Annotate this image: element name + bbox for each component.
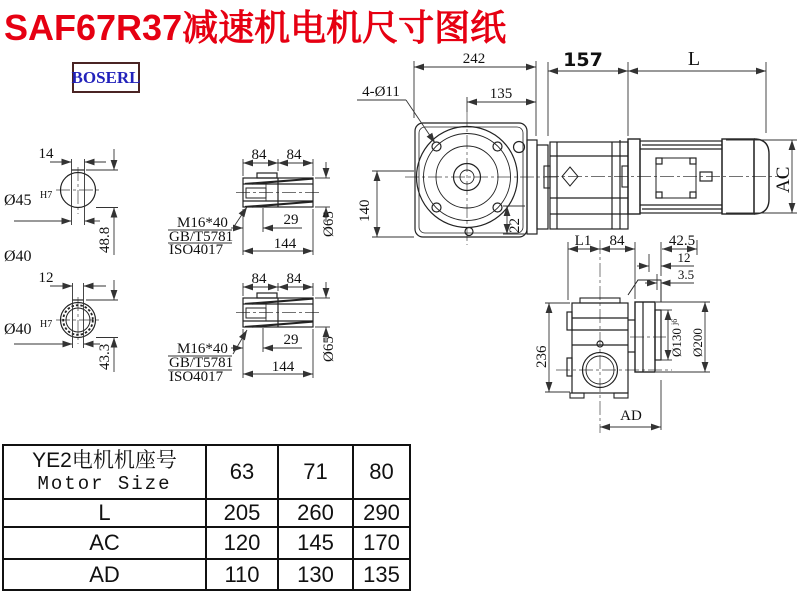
dim-front-half: 135	[489, 86, 513, 102]
bolt-spec: M16*40	[177, 215, 228, 231]
dim-hub-total: 144	[273, 236, 297, 252]
dim-hub-len-a: 84	[251, 271, 267, 287]
table-row-L	[3, 499, 410, 527]
cell: 130	[278, 559, 353, 590]
dim-bore-dia: Ø45	[4, 192, 32, 209]
dim-bore-tol: H7	[40, 190, 53, 201]
dim-hub-dia: Ø65	[321, 336, 337, 362]
cell: 170	[353, 527, 410, 559]
dim-motor-length-L: L	[687, 48, 701, 70]
table-header-label	[3, 445, 206, 499]
bolt-note-2	[168, 330, 247, 385]
shaft-45-section	[4, 146, 118, 265]
dim-hub-len-a2: 84	[286, 271, 302, 287]
bolt-spec: M16*40	[177, 341, 228, 357]
motor-size-table	[2, 444, 411, 591]
dim-side-84: 84	[609, 233, 625, 249]
size-71: 71	[278, 445, 353, 499]
cell: 145	[278, 527, 353, 559]
dim-bore-dia: Ø40	[4, 321, 32, 338]
dim-key-depth: 43.3	[97, 343, 113, 370]
dim-spigot-tol: j6	[670, 318, 679, 325]
bolt-standard-iso: ISO4017	[169, 242, 224, 258]
cell: 260	[278, 499, 353, 527]
hub-view-1	[231, 147, 337, 255]
row-label: AC	[3, 527, 206, 559]
dim-front-width: 242	[462, 51, 486, 67]
dim-hub-total: 144	[271, 359, 295, 375]
gearbox-front-view	[357, 51, 560, 245]
dim-bolt-holes: 4-Ø11	[362, 84, 400, 100]
row-label: AD	[3, 559, 206, 590]
cell: 120	[206, 527, 278, 559]
dim-side-AD: AD	[620, 408, 642, 424]
table-row-AD	[3, 559, 410, 590]
dim-side-12: 12	[677, 250, 691, 265]
bolt-standard-iso: ISO4017	[169, 369, 224, 385]
dim-key-width: 14	[38, 146, 54, 162]
row-label: L	[3, 499, 206, 527]
dim-outer-dia: Ø40	[4, 248, 32, 265]
dim-front-offset: 22	[507, 218, 523, 233]
dim-front-height: 140	[357, 199, 373, 222]
dim-bore-tol: H7	[40, 319, 53, 330]
gearbox-side-view	[534, 233, 710, 433]
dim-hub-key: 29	[283, 332, 299, 348]
size-80: 80	[353, 445, 410, 499]
dim-hub-len-a2: 84	[286, 147, 302, 163]
table-header-row	[3, 445, 410, 499]
dim-spigot-dia: Ø130	[669, 328, 684, 357]
cell: 205	[206, 499, 278, 527]
page-title: SAF67R37减速机电机尺寸图纸	[4, 7, 507, 48]
shaft-40-section	[4, 270, 118, 372]
dim-hub-len-a: 84	[251, 147, 267, 163]
bolt-standard-gb: GB/T5781	[169, 355, 234, 371]
dim-gearbox-length: 157	[563, 49, 603, 71]
dim-side-425: 42.5	[668, 233, 696, 249]
dim-hub-dia: Ø65	[321, 211, 337, 237]
cell: 110	[206, 559, 278, 590]
dim-key-width: 12	[38, 270, 54, 286]
hub-view-2	[231, 271, 337, 378]
dim-side-height: 236	[534, 345, 550, 368]
dim-key-depth: 48.8	[97, 226, 113, 253]
cell: 290	[353, 499, 410, 527]
dim-side-L1: L1	[574, 233, 592, 249]
gearmotor-side-view	[544, 48, 797, 229]
brand-logo-text: BOSERL	[71, 67, 141, 87]
table-row-AC	[3, 527, 410, 559]
bolt-standard-gb: GB/T5781	[169, 229, 234, 245]
dim-side-35: 3.5	[677, 267, 695, 282]
cell: 135	[353, 559, 410, 590]
dim-motor-dia-AC: AC	[773, 166, 794, 193]
dim-hub-key: 29	[283, 212, 299, 228]
header-en: Motor Size	[37, 473, 172, 495]
dim-flange-dia: Ø200	[690, 328, 705, 357]
bolt-note-1	[168, 207, 247, 258]
size-63: 63	[206, 445, 278, 499]
header-cn: YE2电机机座号	[32, 449, 177, 472]
